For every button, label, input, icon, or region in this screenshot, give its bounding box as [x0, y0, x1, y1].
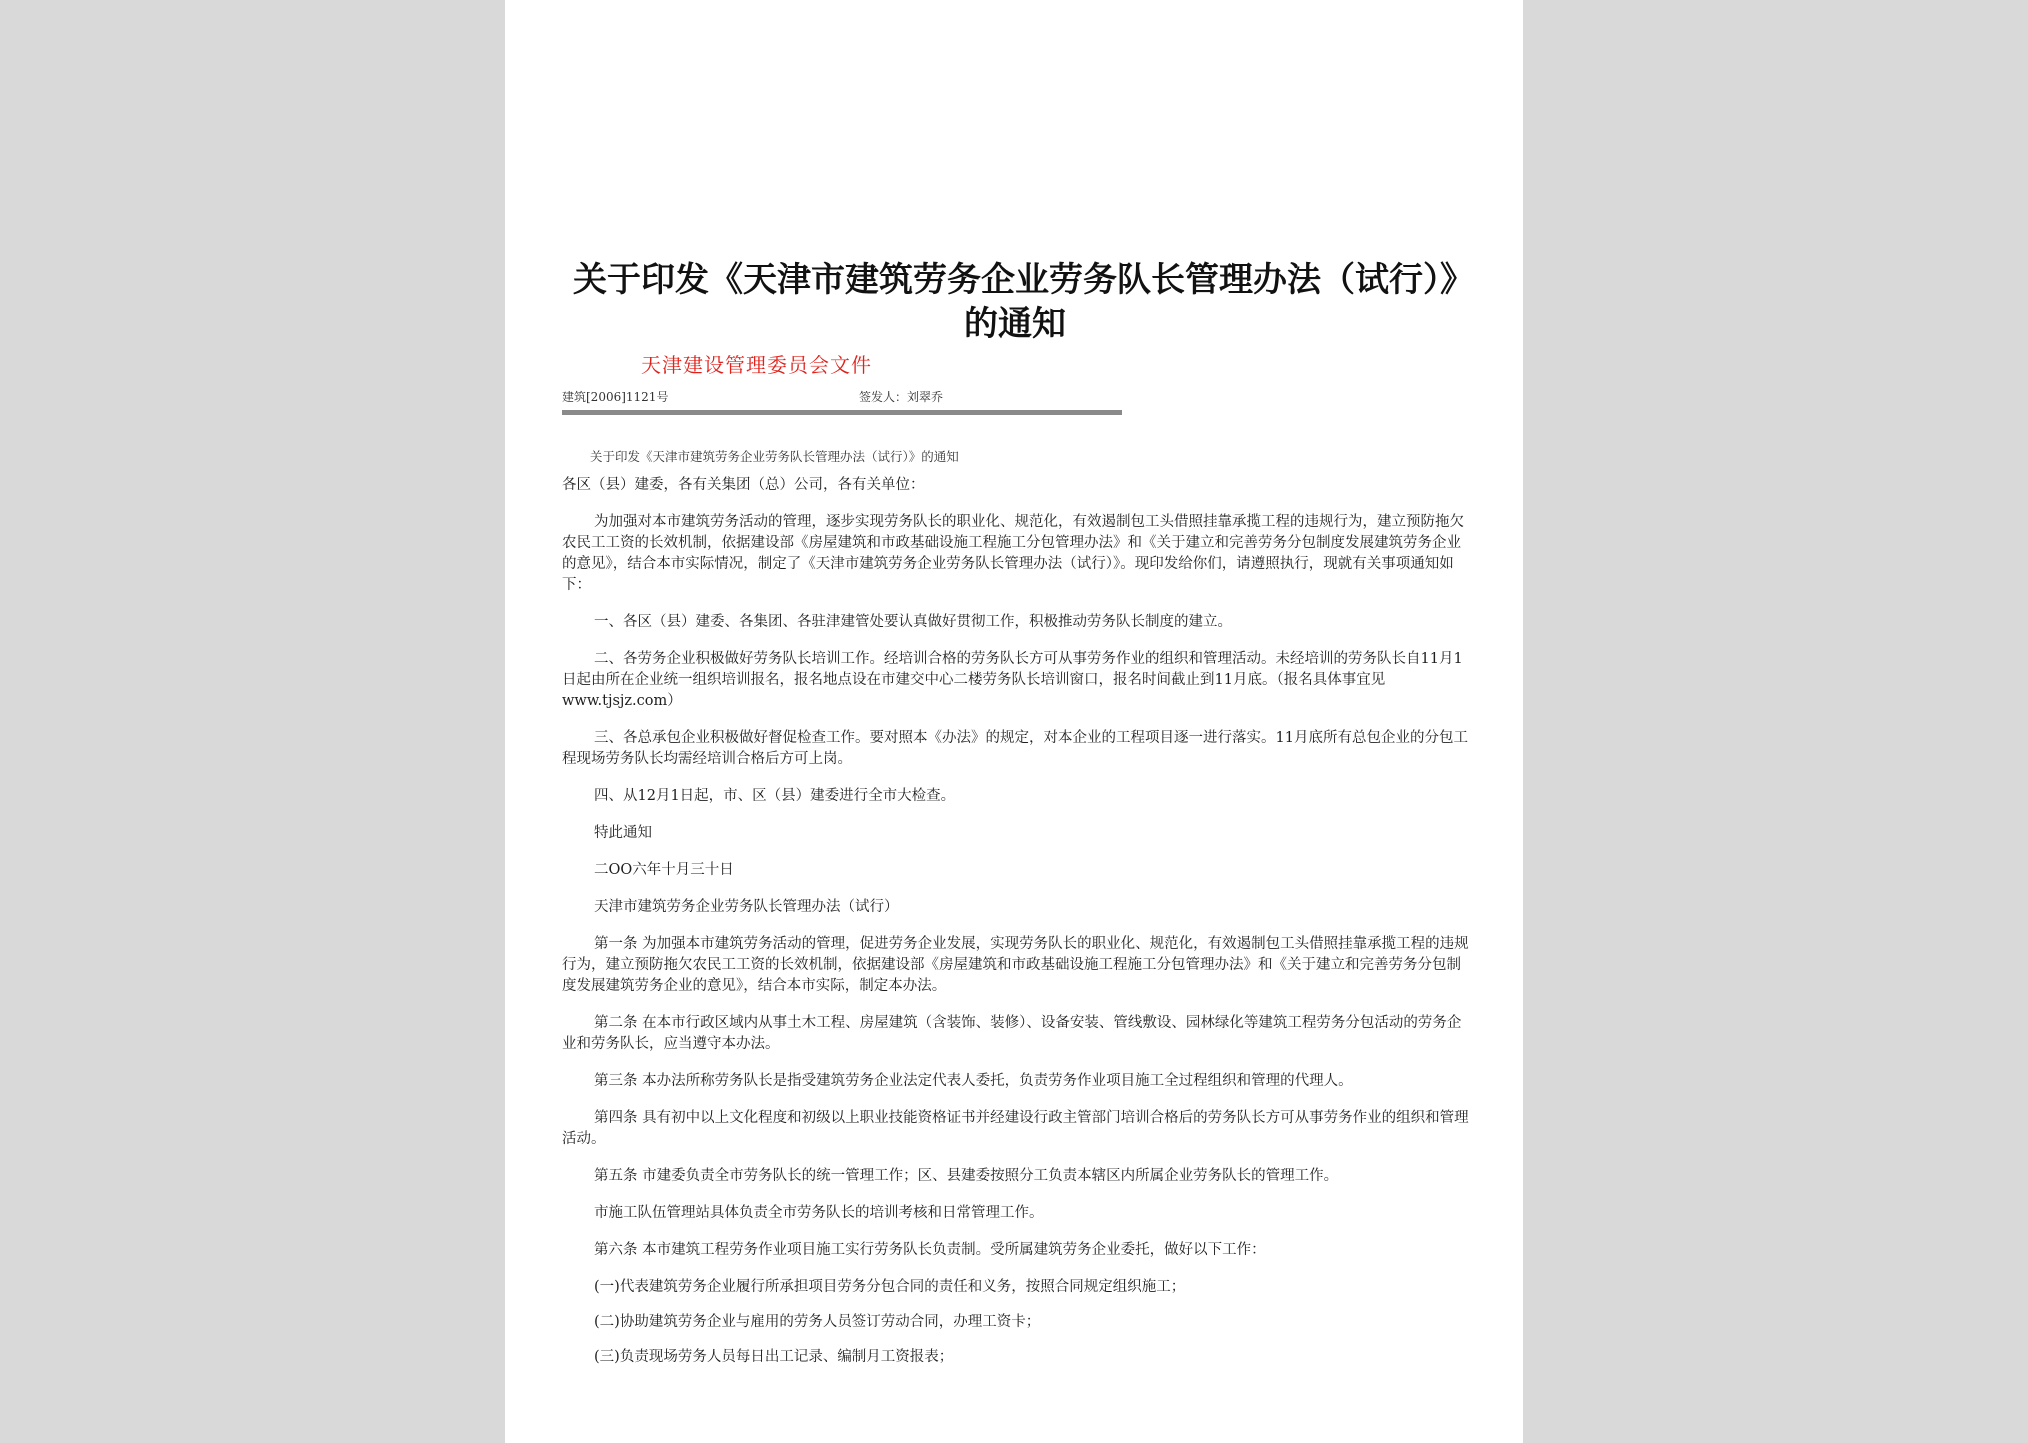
list-item: (二)协助建筑劳务企业与雇用的劳务人员签订劳动合同，办理工资卡； — [594, 1314, 1041, 1330]
paragraph: 市施工队伍管理站具体负责全市劳务队长的培训考核和日常管理工作。 — [594, 1205, 1044, 1221]
article: 第三条 本办法所称劳务队长是指受建筑劳务企业法定代表人委托，负责劳务作业项目施工全过程组织和管理的代理人。 — [594, 1073, 1353, 1089]
document-page — [505, 0, 1523, 1443]
article: 第四条 具有初中以上文化程度和初级以上职业技能资格证书并经建设行政主管部门培训合格后的劳务队长方可从事劳务作业的组织和管理活动。 — [562, 1110, 1469, 1147]
article: 第六条 本市建筑工程劳务作业项目施工实行劳务队长负责制。受所属建筑劳务企业委托，做好以下工作： — [594, 1242, 1266, 1258]
paragraph: 二、各劳务企业积极做好劳务队长培训工作。经培训合格的劳务队长方可从事劳务作业的组织和管理活动。未经培训的劳务队长自11月1日起由所在企业统一组织培训报名，报名地点设在市建交中心二楼劳务队长培训窗口，报名时间截止到11月底。（报名具体事宜见www.tjsjz.com） — [562, 651, 1463, 709]
paragraph: 一、各区（县）建委、各集团、各驻津建管处要认真做好贯彻工作，积极推动劳务队长制度的建立。 — [594, 614, 1232, 630]
measures-title: 天津市建筑劳务企业劳务队长管理办法（试行） — [594, 899, 899, 915]
article: 第五条 市建委负责全市劳务队长的统一管理工作；区、县建委按照分工负责本辖区内所属企业劳务队长的管理工作。 — [594, 1168, 1339, 1184]
article: 第一条 为加强本市建筑劳务活动的管理，促进劳务企业发展，实现劳务队长的职业化、规范化，有效遏制包工头借照挂靠承揽工程的违规行为，建立预防拖欠农民工工资的长效机制，依据建设部《房屋建筑和市政基础设施工程施工分包管理办法》和《关于建立和完善劳务分包制度发展建筑劳务企业的意见》，结合本市实际，制定本办法。 — [562, 936, 1469, 994]
signer: 签发人：刘翠乔 — [859, 390, 944, 404]
document-body — [562, 446, 1475, 1382]
paragraph: 三、各总承包企业积极做好督促检查工作。要对照本《办法》的规定，对本企业的工程项目逐一进行落实。11月底所有总包企业的分包工程现场劳务队长均需经培训合格后方可上岗。 — [562, 730, 1468, 767]
list-item: (三)负责现场劳务人员每日出工记录、编制月工资报表； — [594, 1349, 954, 1365]
header-divider — [562, 410, 1122, 415]
document-number: 建筑[2006]1121号 — [562, 390, 669, 404]
paragraph: 为加强对本市建筑劳务活动的管理，逐步实现劳务队长的职业化、规范化，有效遏制包工头借照挂靠承揽工程的违规行为，建立预防拖欠农民工工资的长效机制，依据建设部《房屋建筑和市政基础设施工程施工分包管理办法》和《关于建立和完善劳务分包制度发展建筑劳务企业的意见》，结合本市实际情况，制定了《天津市建筑劳务企业劳务队长管理办法（试行）》。现印发给你们，请遵照执行，现就有关事项通知如下： — [562, 514, 1464, 593]
document-title: 关于印发《天津市建筑劳务企业劳务队长管理办法（试行）》的通知 — [573, 260, 1457, 344]
reference-line: 关于印发《天津市建筑劳务企业劳务队长管理办法（试行）》的通知 — [590, 449, 959, 464]
closing-notice: 特此通知 — [594, 825, 652, 841]
paragraph: 四、从12月1日起，市、区（县）建委进行全市大检查。 — [594, 788, 956, 804]
list-item: (一)代表建筑劳务企业履行所承担项目劳务分包合同的责任和义务，按照合同规定组织施工； — [594, 1279, 1186, 1295]
issuer-header: 天津建设管理委员会文件 — [641, 353, 872, 377]
salutation: 各区（县）建委，各有关集团（总）公司，各有关单位： — [562, 477, 925, 493]
issue-date: 二OO六年十月三十日 — [594, 862, 734, 878]
article: 第二条 在本市行政区域内从事土木工程、房屋建筑（含装饰、装修）、设备安装、管线敷设、园林绿化等建筑工程劳务分包活动的劳务企业和劳务队长，应当遵守本办法。 — [562, 1015, 1462, 1052]
